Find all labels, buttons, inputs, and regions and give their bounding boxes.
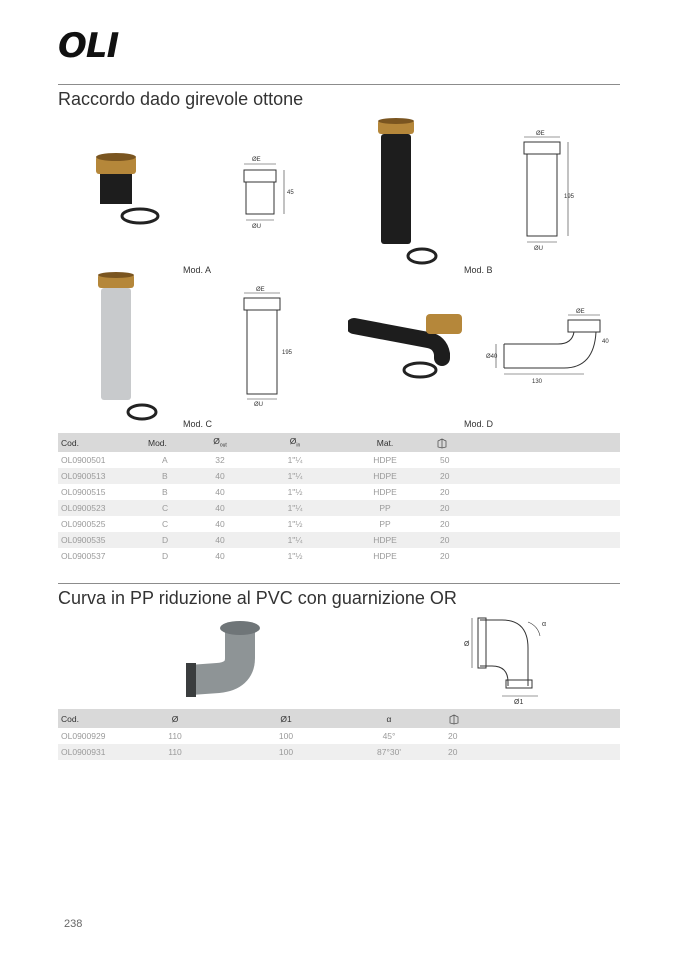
cell-cod: OL0900513 [58, 468, 148, 484]
cell-pack: 20 [440, 551, 450, 561]
cell-cod: OL0900537 [61, 551, 106, 561]
cell-d-in: 1"½ [287, 551, 303, 561]
cell-d-out: 40 [215, 519, 225, 529]
cell-mod: A [162, 455, 168, 465]
cell-cod: OL0900535 [58, 532, 148, 548]
mod-b-label: Mod. B [464, 265, 493, 275]
cell-mat: HDPE [373, 487, 397, 497]
table-row [58, 452, 620, 468]
cell-d-in: 1"¼ [287, 455, 303, 465]
cell-d1: 100 [202, 744, 370, 760]
mod-d-dim-height: 40 [602, 339, 609, 345]
mod-c-dim-height: 195 [282, 350, 293, 356]
mod-d-label: Mod. D [464, 419, 494, 429]
curve-photo [176, 614, 276, 706]
cell-d1: 100 [278, 731, 294, 741]
cell-d-out: 40 [180, 532, 260, 548]
cell-mod: D [162, 551, 169, 561]
cell-cod: OL0900501 [61, 455, 106, 465]
cell-d-in: 1"¼ [260, 468, 330, 484]
box-icon [448, 713, 460, 725]
cell-alpha: 45° [382, 731, 396, 741]
cell-pack: 20 [440, 487, 450, 497]
mod-d-drawing [484, 306, 614, 388]
mod-a-drawing [236, 150, 306, 232]
cell-mat: HDPE [330, 532, 440, 548]
mod-b-dim-u: ØU [534, 246, 543, 252]
table-row [58, 516, 620, 532]
cell-mat: HDPE [373, 455, 397, 465]
section2-title: Curva in PP riduzione al PVC con guarnizione OR [58, 588, 457, 608]
cell-pack: 20 [440, 519, 450, 529]
cell-mod: B [162, 487, 168, 497]
cell-d-in: 1"½ [287, 487, 303, 497]
col-cod: Cod. [58, 709, 148, 728]
mod-c-dim-u: ØU [254, 402, 263, 408]
mod-b-drawing [516, 128, 586, 254]
mod-a-dim-u: ØU [252, 224, 261, 230]
mod-c-label: Mod. C [183, 419, 213, 429]
table-row [58, 532, 620, 548]
col-cod: Cod. [58, 433, 148, 452]
mod-c-dim-e: ØE [256, 287, 265, 293]
cell-d-in: 1"¼ [260, 532, 330, 548]
box-icon [436, 437, 448, 449]
col-d: Ø [148, 709, 202, 728]
table-header-row [58, 433, 620, 452]
col-d-in: $Ø_{in}$ [260, 433, 330, 452]
table-row [58, 744, 620, 760]
cell-d: 110 [168, 731, 182, 741]
col-pack [408, 709, 620, 728]
spec-table-1 [58, 433, 620, 564]
cell-pack: 20 [448, 731, 458, 741]
mod-d-photo [348, 306, 468, 386]
cell-mat: HDPE [373, 551, 397, 561]
table-row [58, 548, 620, 564]
mod-a-dim-height: 45 [287, 190, 294, 196]
cell-pack: 20 [440, 500, 620, 516]
mod-a-label: Mod. A [183, 265, 212, 275]
mod-d-dim-in: Ø40 [486, 354, 498, 360]
section1-title: Raccordo dado girevole ottone [58, 89, 304, 109]
cell-cod: OL0900515 [61, 487, 106, 497]
mod-b-dim-e: ØE [536, 131, 545, 137]
cell-d-in: 1"½ [287, 519, 303, 529]
table-row [58, 468, 620, 484]
cell-pack: 20 [408, 744, 620, 760]
table-row [58, 484, 620, 500]
cell-d-out: 32 [215, 455, 225, 465]
cell-cod: OL0900523 [58, 500, 148, 516]
cell-mod: C [162, 519, 169, 529]
cell-mod: C [148, 500, 180, 516]
cell-d-out: 40 [215, 487, 225, 497]
drawing-alpha: α [542, 621, 547, 628]
col-d1: Ø1 [202, 709, 370, 728]
mod-c-drawing [240, 284, 310, 410]
page-number: 238 [64, 918, 83, 930]
col-alpha: α [370, 709, 408, 728]
cell-pack: 20 [440, 468, 620, 484]
table-header-row [58, 709, 620, 728]
cell-mat: PP [379, 519, 391, 529]
brand-logo: OLI [58, 26, 119, 66]
mod-a-dim-e: ØE [252, 157, 261, 163]
drawing-d: Ø [464, 641, 470, 648]
cell-d-out: 40 [180, 468, 260, 484]
mod-d-dim-length: 130 [532, 379, 543, 385]
cell-mod: B [148, 468, 180, 484]
section-divider [58, 583, 620, 584]
mod-d-dim-e: ØE [576, 309, 585, 315]
cell-pack: 50 [440, 455, 450, 465]
col-mod: Mod. [148, 433, 180, 452]
cell-alpha: 87°30' [370, 744, 408, 760]
cell-pack: 20 [440, 532, 620, 548]
cell-mat: HDPE [330, 468, 440, 484]
spec-table-2 [58, 709, 620, 760]
table-row [58, 500, 620, 516]
mod-b-photo [372, 114, 442, 270]
table-row [58, 728, 620, 744]
mod-a-photo [88, 148, 168, 232]
section-divider [58, 84, 620, 85]
cell-d: 110 [148, 744, 202, 760]
curve-drawing [458, 608, 558, 706]
mod-c-photo [92, 268, 162, 424]
col-mat: Mat. [330, 433, 440, 452]
cell-cod: OL0900929 [61, 731, 106, 741]
cell-cod: OL0900525 [61, 519, 106, 529]
cell-mat: PP [330, 500, 440, 516]
drawing-d1: Ø1 [514, 699, 524, 706]
mod-b-dim-height: 195 [564, 194, 575, 200]
col-pack [440, 433, 620, 452]
cell-cod: OL0900931 [58, 744, 148, 760]
cell-d-in: 1"¼ [260, 500, 330, 516]
cell-mod: D [148, 532, 180, 548]
col-d-out: $Ø_{out}$ [180, 433, 260, 452]
cell-d-out: 40 [180, 500, 260, 516]
cell-d-out: 40 [215, 551, 225, 561]
